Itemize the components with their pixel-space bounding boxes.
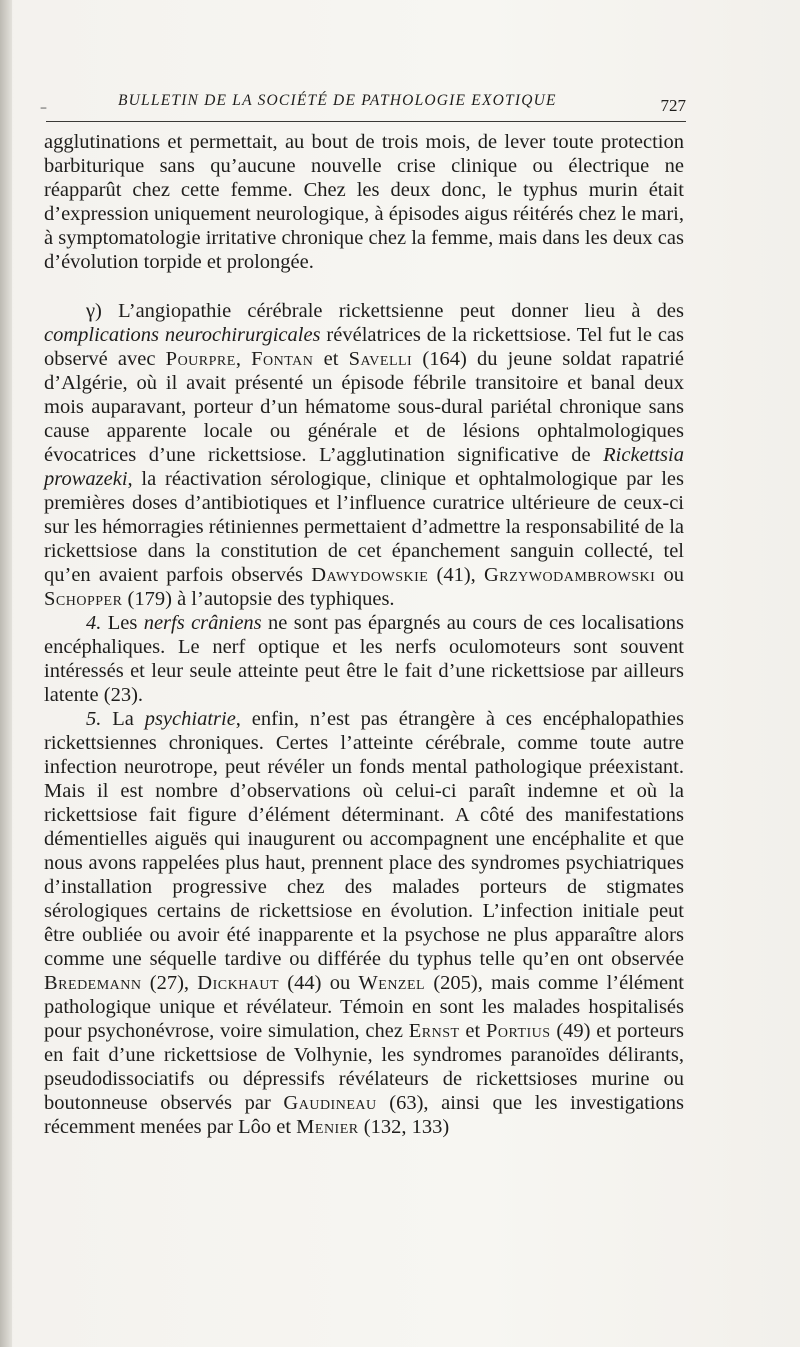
section-number: 4. xyxy=(86,612,102,634)
body-text xyxy=(44,130,684,1139)
author-name: Wenzel xyxy=(358,972,426,994)
author-name: Bredemann xyxy=(44,972,142,994)
author-name: Dickhaut xyxy=(197,972,280,994)
page-binding-edge xyxy=(0,0,12,1347)
author-name: Menier xyxy=(296,1116,359,1138)
page-number: 727 xyxy=(660,96,686,115)
author-name: Savelli xyxy=(348,348,413,370)
author-name: Schopper xyxy=(44,588,123,610)
paragraph-gamma: γ) L’angiopathie cérébrale rickettsienne peut donner lieu à des complications neurochirurgicales révélatrices de la rickettsiose. Tel fut le cas observé avec Pourpre, Fontan et Savelli (164) du jeune soldat rapatrié d’Algérie, où il avait présenté un épisode fébrile transitoire et banal deux mois auparavant, porteur d’un hématome sous-dural pariétal chronique sans cause apparente locale ou générale et de lésions ophtalmologiques évocatrices d’une rickettsiose. L’agglutination significative de Rickettsia prowazeki, la réactivation sérologique, clinique et ophtalmologique par les premières doses d’antibiotiques et l’influence curatrice ultérieure de ceux-ci sur les hémorragies rétiniennes permettaient d’admettre la responsabilité de la rickettsiose dans la constitution de cet épanchement sanguin collecté, tel qu’en avaient parfois observés Dawydowskie (41), Grzywodambrowski ou Schopper (179) à l’autopsie des typhiques. xyxy=(44,300,684,610)
author-name: Ernst xyxy=(408,1020,460,1042)
paragraph-4-cranial-nerves: 4. Les nerfs crâniens ne sont pas épargnés au cours de ces localisations encéphaliques. Le nerf optique et les nerfs oculomoteurs sont souvent intéressés et leur seule atteinte peut être le fait d’une rickettsiose par ailleurs latente (23). xyxy=(44,612,684,706)
running-header xyxy=(40,90,686,118)
header-rule xyxy=(46,121,686,122)
paragraph-continuation: agglutinations et permettait, au bout de trois mois, de lever toute protection barbiturique sans qu’aucune nouvelle crise clinique ou électrique ne réapparût chez cette femme. Chez les deux donc, le typhus murin était d’expression uniquement neurologique, à épisodes aigus réitérés chez le mari, à symptomatologie irritative chronique chez la femme, mais dans les deux cas d’évolution torpide et prolongée. xyxy=(44,131,684,273)
author-name: Portius xyxy=(485,1020,551,1042)
author-name: Fontan xyxy=(251,348,314,370)
section-number: 5. xyxy=(86,708,102,730)
author-name: Grzywodambrowski xyxy=(483,564,656,586)
author-name: Gaudineau xyxy=(283,1092,377,1114)
journal-title: BULLETIN DE LA SOCIÉTÉ DE PATHOLOGIE EXOTIQUE xyxy=(118,92,557,109)
header-dash: – xyxy=(40,100,47,116)
author-name: Pourpre xyxy=(165,348,236,370)
paragraph-5-psychiatry: 5. La psychiatrie, enfin, n’est pas étrangère à ces encéphalopathies rickettsiennes chroniques. Certes l’atteinte cérébrale, comme toute autre infection neurotrope, peut révéler un fonds mental pathologique préexistant. Mais il est nombre d’observations où celui-ci paraît indemne et où la rickettsiose fait figure d’élément déterminant. A côté des manifestations démentielles aiguës qui inaugurent ou accompagnent une encéphalite et que nous avons rappelées plus haut, prennent place des syndromes psychiatriques d’installation progressive chez des malades porteurs de stigmates sérologiques certains de rickettsiose en évolution. L’infection initiale peut être oubliée ou avoir été inapparente et la psychose ne plus apparaître alors comme une séquelle tardive ou différée du typhus telle qu’en ont observée Bredemann (27), Dickhaut (44) ou Wenzel (205), mais comme l’élément pathologique unique et révélateur. Témoin en sont les malades hospitalisés pour psychonévrose, voire simulation, chez Ernst et Portius (49) et porteurs en fait d’une rickettsiose de Volhynie, les syndromes paranoïdes délirants, pseudodissociatifs ou dépressifs révélateurs de rickettsioses murine ou boutonneuse observés par Gaudineau (63), ainsi que les investigations récemment menées par Lôo et Menier (132, 133) xyxy=(44,708,685,1138)
author-name: Dawydowskie xyxy=(311,564,429,586)
